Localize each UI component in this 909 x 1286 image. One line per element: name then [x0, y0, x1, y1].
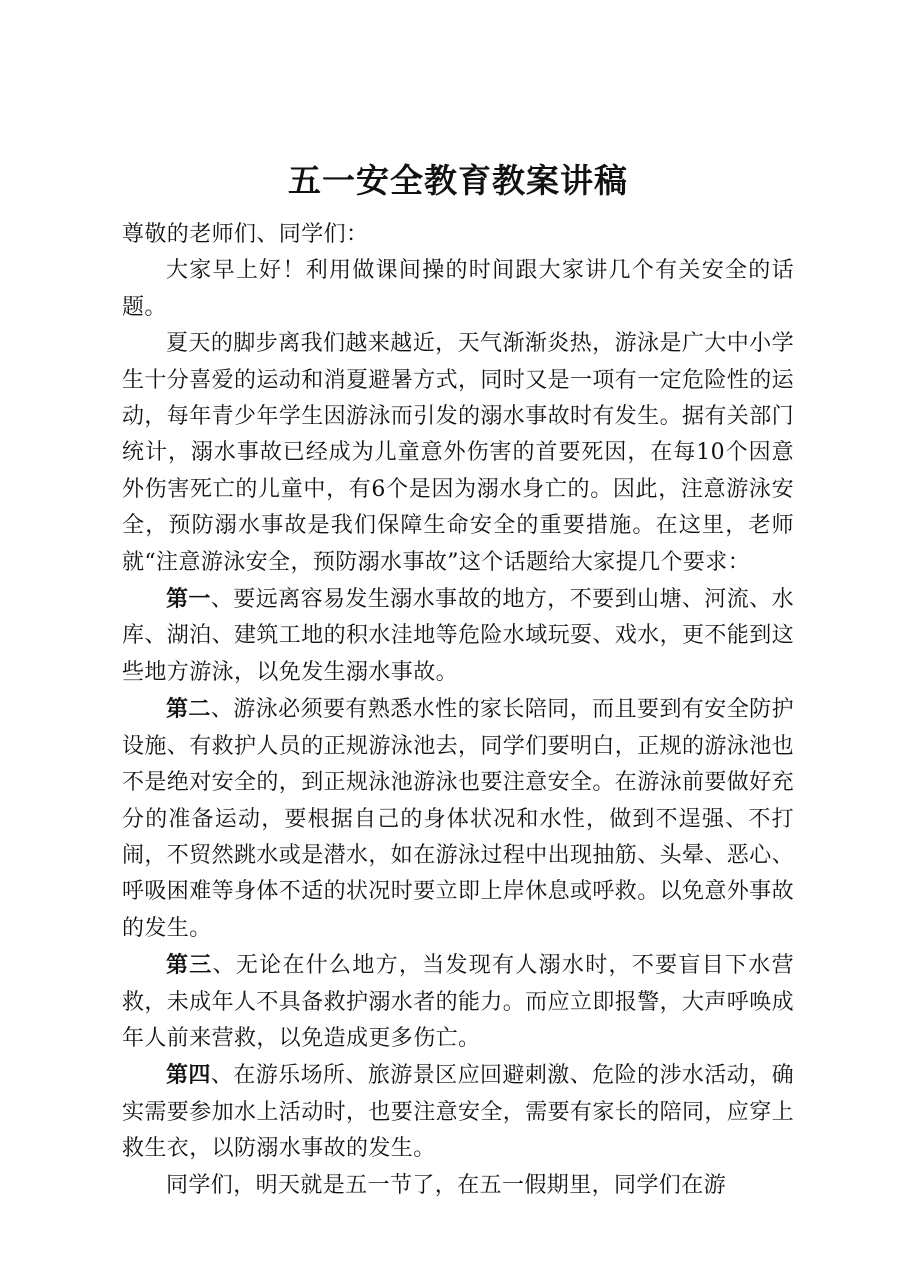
paragraph-text: 夏天的脚步离我们越来越近，天气渐渐炎热，游泳是广大中小学生十分喜爱的运动和消夏避暑方式，同时又是一项有一定危险性的运动，每年青少年学生因游泳而引发的溺水事故时有发生。据有关部门统计，溺水事故已经成为儿童意外伤害的首要死因，在每10个因意外伤害死亡的儿童中，有6个是因为溺水身亡的。因此，注意游泳安全，预防溺水事故是我们保障生命安全的重要措施。在这里，老师就“注意游泳安全，预防溺水事故”这个话题给大家提几个要求：	[122, 331, 795, 575]
requirement-lead: 第一	[166, 586, 211, 613]
paragraph-third-requirement	[122, 947, 794, 1057]
document-title: 五一安全教育教案讲稿	[288, 161, 628, 200]
paragraph-first-requirement	[122, 581, 794, 691]
paragraph-background	[122, 326, 794, 581]
paragraph-text: 同学们，明天就是五一节了，在五一假期里，同学们在游	[166, 1172, 727, 1198]
paragraph-fourth-requirement	[122, 1057, 794, 1167]
paragraph-text: 大家早上好！利用做课间操的时间跟大家讲几个有关安全的话题。	[122, 258, 794, 320]
paragraph-second-requirement	[122, 691, 794, 947]
requirement-lead: 第二	[166, 696, 211, 723]
document-page	[122, 0, 794, 1286]
greeting-line: 尊敬的老师们、同学们：	[122, 222, 369, 247]
paragraph-text: 、要远离容易发生溺水事故的地方，不要到山塘、河流、水库、湖泊、建筑工地的积水洼地等危险水域玩耍、戏水，更不能到这些地方游泳，以免发生溺水事故。	[122, 587, 795, 685]
paragraph-text: 、在游乐场所、旅游景区应回避刺激、危险的涉水活动，确实需要参加水上活动时，也要注意安全，需要有家长的陪同，应穿上救生衣，以防溺水事故的发生。	[122, 1063, 795, 1162]
document-body	[122, 217, 794, 1204]
requirement-lead: 第三	[166, 952, 213, 979]
paragraph-text: 、无论在什么地方，当发现有人溺水时，不要盲目下水营救，未成年人不具备救护溺水者的能力。而应立即报警，大声呼唤成年人前来营救，以免造成更多伤亡。	[122, 953, 795, 1051]
paragraph-text: 、游泳必须要有熟悉水性的家长陪同，而且要到有安全防护设施、有救护人员的正规游泳池去，同学们要明白，正规的游泳池也不是绝对安全的，到正规泳池游泳也要注意安全。在游泳前要做好充分的准备运动，要根据自己的身体状况和水性，做到不逞强、不打闹，不贸然跳水或是潜水，如在游泳过程中出现抽筋、头晕、恶心、呼吸困难等身体不适的状况时要立即上岸休息或呼救。以免意外事故的发生。	[122, 697, 795, 941]
paragraph-intro	[122, 253, 794, 326]
paragraph-closing	[122, 1168, 794, 1204]
requirement-lead: 第四	[166, 1062, 211, 1089]
